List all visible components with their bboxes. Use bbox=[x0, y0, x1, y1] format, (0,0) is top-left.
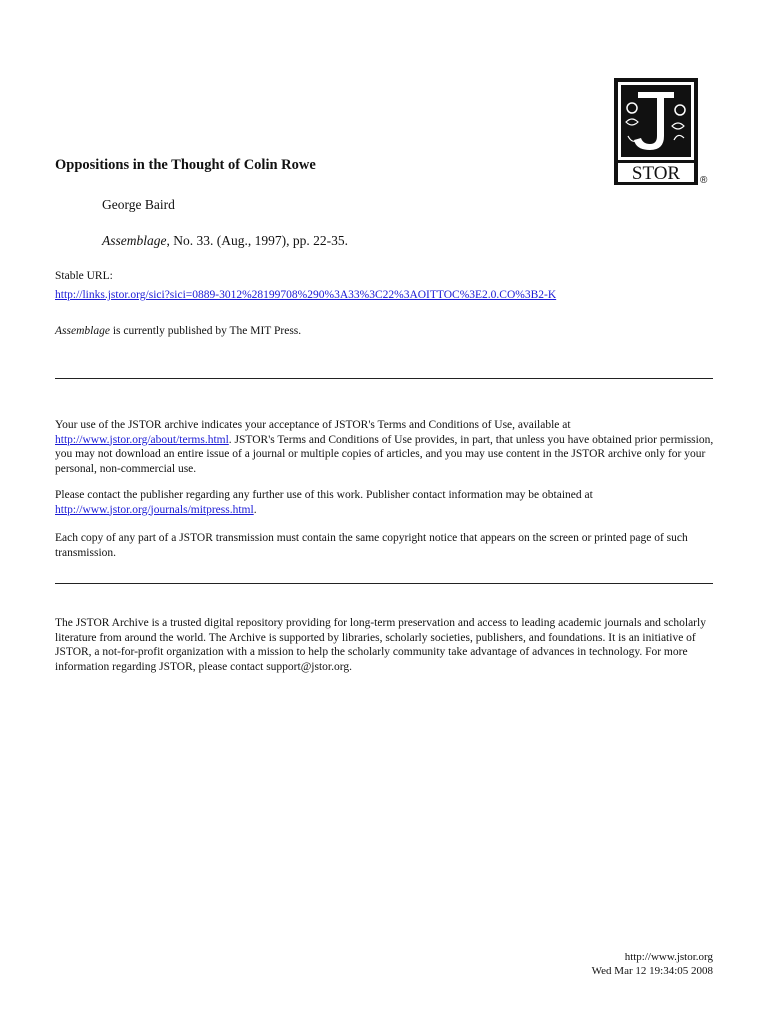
publisher-note-journal: Assemblage bbox=[55, 325, 110, 337]
publisher-note bbox=[55, 325, 301, 337]
publisher-note-text: is currently published by The MIT Press. bbox=[109, 325, 302, 337]
jstor-logo bbox=[614, 78, 698, 185]
stable-url bbox=[55, 289, 556, 301]
stable-url-label: Stable URL: bbox=[55, 270, 113, 282]
terms-text-rest: . JSTOR's Terms and Conditions of Use provides, in part, that unless you have obtained prior permission, you may not download an entire issue of a journal or multiple copies of articles, and you may use content in the JSTOR archive only for your personal, non-commercial use. bbox=[55, 433, 714, 475]
footer-timestamp: Wed Mar 12 19:34:05 2008 bbox=[591, 965, 713, 977]
divider-bottom bbox=[55, 583, 713, 584]
stable-url-link[interactable]: http://links.jstor.org/sici?sici=0889-3012%28199708%290%3A33%3C22%3AOITTOC%3E2.0.CO%3B2-K bbox=[55, 289, 557, 301]
article-citation bbox=[102, 233, 348, 249]
about-jstor-paragraph: The JSTOR Archive is a trusted digital repository providing for long-term preservation and access to leading academic journals and scholarly literature from around the world. The Archive is supported by libraries, scholarly societies, publishers, and foundations. It is an initiative of JSTOR, a not-for-profit organization with a mission to help the scholarly community take advantage of advances in technology. For more information regarding JSTOR, please contact support@jstor.org. bbox=[55, 617, 706, 673]
footer-site: http://www.jstor.org bbox=[624, 951, 713, 963]
article-author: George Baird bbox=[102, 197, 175, 212]
citation-details: , No. 33. (Aug., 1997), pp. 22-35. bbox=[166, 233, 348, 248]
article-title: Oppositions in the Thought of Colin Rowe bbox=[55, 157, 316, 173]
publisher-contact-end: . bbox=[253, 503, 257, 516]
terms-link[interactable]: http://www.jstor.org/about/terms.html bbox=[55, 433, 229, 446]
page-footer bbox=[592, 950, 713, 978]
publisher-contact-paragraph bbox=[55, 488, 715, 517]
terms-text-start: Your use of the JSTOR archive indicates your acceptance of JSTOR's Terms and Conditions of Use, available at bbox=[55, 419, 571, 431]
terms-paragraph bbox=[55, 418, 715, 476]
journal-name: Assemblage bbox=[102, 233, 167, 248]
copyright-notice-paragraph: Each copy of any part of a JSTOR transmission must contain the same copyright notice that appears on the screen or printed page of such transmission. bbox=[55, 532, 688, 559]
publisher-contact-text: Please contact the publisher regarding any further use of this work. Publisher contact information may be obtained at bbox=[55, 489, 593, 501]
logo-text: STOR bbox=[631, 163, 681, 184]
publisher-contact-link[interactable]: http://www.jstor.org/journals/mitpress.html bbox=[55, 503, 254, 516]
divider-top bbox=[55, 378, 713, 379]
registered-mark: ® bbox=[700, 175, 708, 186]
